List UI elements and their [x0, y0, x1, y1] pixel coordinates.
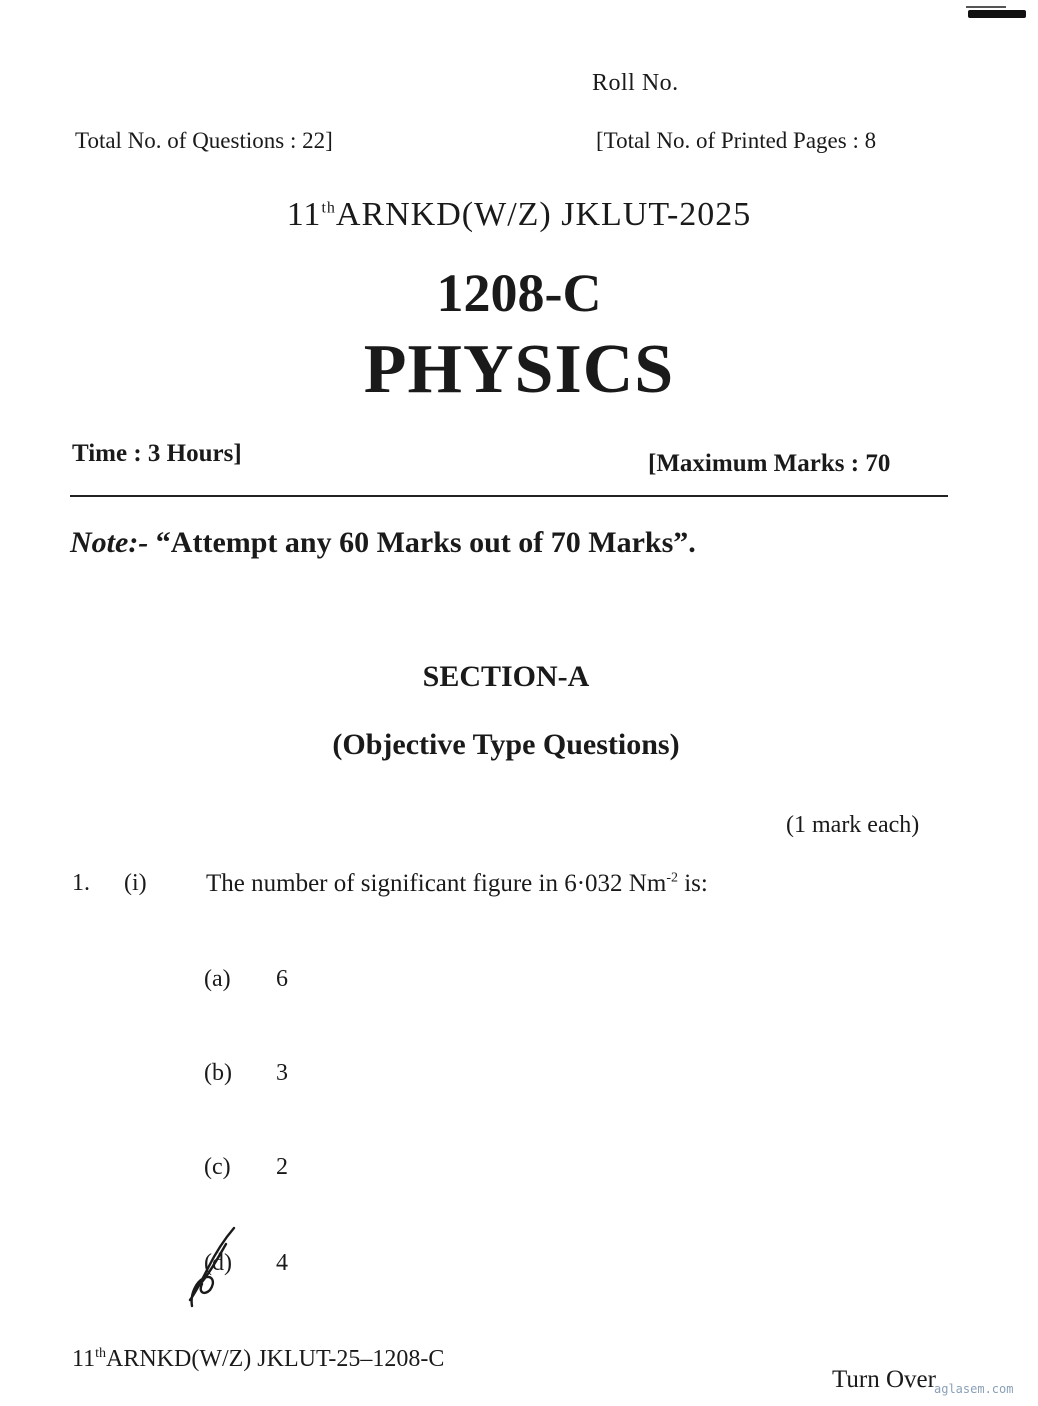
total-pages: [Total No. of Printed Pages : 8: [596, 128, 877, 153]
option-c-label: (c): [204, 1154, 231, 1180]
option-d-label: (d): [204, 1250, 232, 1276]
scan-mark: [966, 6, 1006, 8]
question-number: 1.: [72, 870, 90, 896]
watermark: aglasem.com: [934, 1382, 1014, 1396]
scan-mark-bar: [968, 10, 1026, 18]
question-text: [206, 870, 708, 898]
exam-prefix: 11: [286, 196, 322, 233]
question-text-sup: -2: [666, 870, 678, 886]
footer-code-sup: th: [95, 1346, 106, 1361]
footer-code: [72, 1346, 444, 1373]
section-subtitle: (Objective Type Questions): [332, 728, 680, 761]
exam-title: [0, 196, 1038, 234]
option-a-value: 6: [276, 966, 288, 992]
footer-code-prefix: 11: [72, 1346, 96, 1372]
option-d-value: 4: [276, 1250, 288, 1276]
question-sub-number: (i): [124, 870, 147, 896]
maximum-marks: [Maximum Marks : 70: [648, 450, 891, 477]
footer-code-rest: ARNKD(W/Z) JKLUT-25–1208-C: [106, 1346, 445, 1372]
paper-code: 1208-C: [436, 263, 602, 323]
exam-rest: ARNKD(W/Z) JKLUT-2025: [335, 196, 752, 233]
question-text-end: is:: [677, 870, 708, 897]
roll-no-label: Roll No.: [592, 70, 679, 96]
option-b-label: (b): [204, 1060, 232, 1086]
marks-each: (1 mark each): [786, 812, 920, 838]
option-a-label: (a): [204, 966, 231, 992]
option-c-value: 2: [276, 1154, 288, 1180]
option-b-value: 3: [276, 1060, 288, 1086]
note: [70, 526, 696, 560]
exam-sup: th: [321, 199, 336, 217]
header-divider: [70, 495, 948, 497]
subject-title: PHYSICS: [363, 331, 675, 408]
time-allowed: Time : 3 Hours]: [72, 440, 242, 467]
turn-over: Turn Over: [832, 1366, 936, 1393]
total-questions: Total No. of Questions : 22]: [75, 128, 333, 153]
handwritten-tick-mark: [182, 1222, 242, 1312]
section-title: SECTION-A: [422, 660, 590, 693]
question-text-main: The number of significant figure in 6·032 Nm: [206, 870, 667, 897]
note-label: Note:-: [70, 526, 149, 559]
note-text: “Attempt any 60 Marks out of 70 Marks”.: [155, 526, 696, 559]
